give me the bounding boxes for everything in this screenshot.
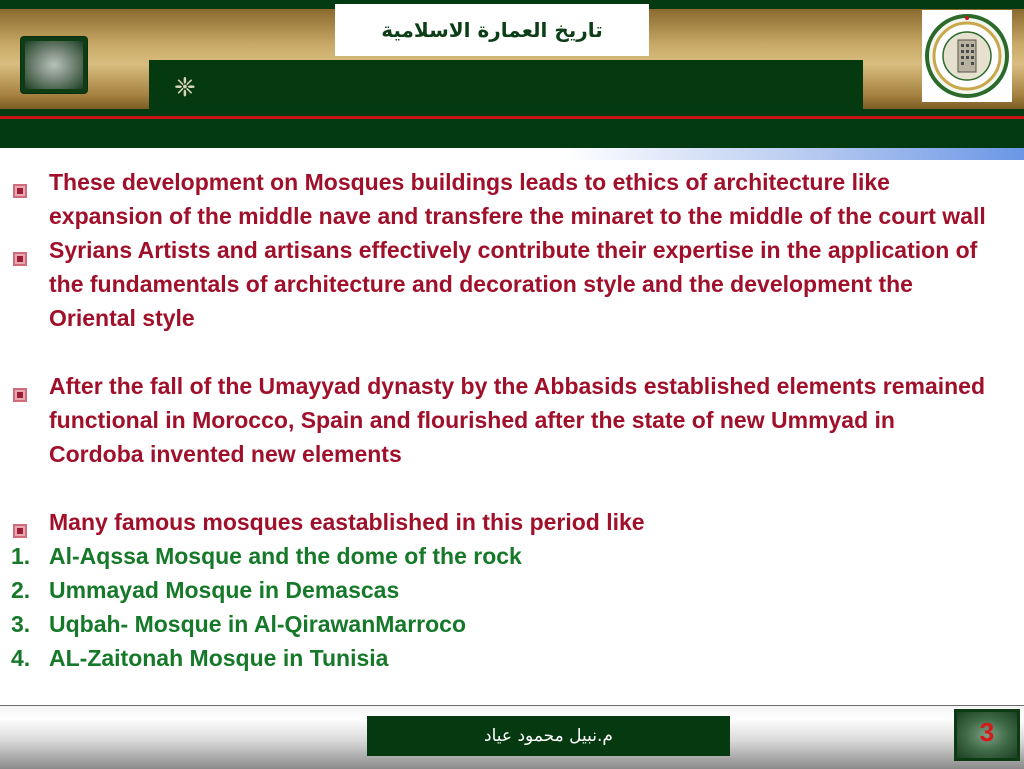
bullet-item [0,233,1024,335]
mosque-name: Uqbah- Mosque in Al-QirawanMarroco [49,611,467,637]
star-decoration-icon: ❈ [174,72,196,102]
mosque-list-item [0,607,1024,641]
list-number: 4. [11,645,31,671]
nav-button[interactable] [21,37,87,93]
bullet-icon [12,378,28,394]
list-number: 1. [11,543,31,569]
nav-button-face [25,41,83,89]
author-name: م.نبيل محمود عياد [484,726,613,746]
slide-title: تاريخ العمارة الاسلامية [381,18,603,42]
bullet-text: Syrians Artists and artisans effectively contribute their expertise in the application of the fundamentals of architecture and decoration style and the development the Oriental style [49,237,978,331]
bullet-item [0,165,1024,233]
page-number-box [954,709,1020,761]
mosque-name: Al-Aqssa Mosque and the dome of the rock [49,543,522,569]
mosque-list-item [0,573,1024,607]
page-number: 3 [979,717,995,747]
list-number: 3. [11,611,31,637]
slide-footer [0,705,1024,769]
bullet-item [0,369,1024,471]
header-green-box [149,60,863,110]
slide-content [0,165,1024,675]
header-red-line [0,116,1024,119]
bullet-text: Many famous mosques eastablished in this period like [49,509,645,535]
title-box [335,4,649,56]
bullet-item [0,505,1024,539]
bullet-icon [12,242,28,258]
author-box [367,716,730,756]
mosque-list-item [0,641,1024,675]
bullet-icon [12,174,28,190]
page-number-face [957,712,1017,758]
mosque-name: Ummayad Mosque in Demascas [49,577,400,603]
header-blue-gradient-bar [0,148,1024,160]
list-number: 2. [11,577,31,603]
bullet-text: After the fall of the Umayyad dynasty by the Abbasids established elements remained functional in Morocco, Spain and flourished after the state of new Ummyad in Cordoba invented new elements [49,373,986,467]
slide-header [0,0,1024,148]
bullet-icon [12,514,28,530]
university-logo-icon [922,10,1012,102]
mosque-name: AL-Zaitonah Mosque in Tunisia [49,645,389,671]
bullet-text: These development on Mosques buildings leads to ethics of architecture like expansion of the middle nave and transfere the minaret to the middle of the court wall [49,169,986,229]
mosque-list-item [0,539,1024,573]
